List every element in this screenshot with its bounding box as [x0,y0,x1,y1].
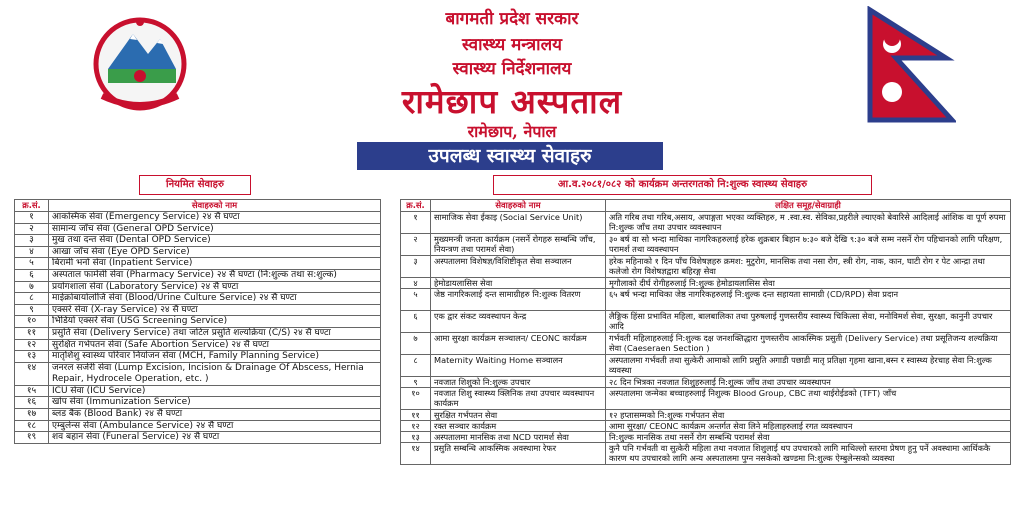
service-name: प्रयोगशाला सेवा (Laboratory Service) २४ सै घण्टा [49,281,381,293]
target-group: मृगौलाको दीर्घ रोगीहरुलाई नि:शुल्क हेमोडायलासिस सेवा [606,278,1011,289]
row-number: १ [15,212,49,224]
service-name: भिडियो एक्सरे सेवा (USG Screening Service) [49,316,381,328]
row-number: २ [401,234,431,256]
table-row [401,311,1011,333]
row-number: १० [401,388,431,410]
table-header: लक्षित समूह/सेवाग्राही [606,200,1011,212]
target-group: ६५ बर्ष भन्दा माथिका जेष्ठ नागरिकहरुलाई नि:शुल्क दन्त सहायता सामाग्री (CD/RPD) सेवा प्रदान [606,289,1011,311]
table-row [15,223,381,235]
table-row [401,333,1011,355]
row-number: १८ [15,420,49,432]
banner-title: उपलब्ध स्वास्थ्य सेवाहरु [357,142,663,170]
table-row [15,316,381,328]
target-group: अस्पतालमा गर्भवती तथा सुत्केरी आमाको लागि प्रसुति अगाडी पछाडी मातृ प्रतिक्षा गृहमा खाना,बस्न र स्वास्थ्य हेरचाह सेवा नि:शुल्क व्यवस्था [606,355,1011,377]
service-name: माईक्रोबायोलोजि सेवा (Blood/Urine Culture Service) २४ सै घण्टा [49,293,381,305]
table-row [15,293,381,305]
table-row [401,421,1011,432]
table-row [15,281,381,293]
row-number: १९ [15,432,49,444]
service-name: आमा सुरक्षा कार्यक्रम सञ्चालन/ CEONC कार्यक्रम [431,333,606,355]
service-name: ICU सेवा (ICU Service) [49,385,381,397]
row-number: ४ [401,278,431,289]
row-number: ८ [401,355,431,377]
row-number: १ [401,212,431,234]
table-row [15,420,381,432]
service-name: मुख तथा दन्त सेवा (Dental OPD Service) [49,235,381,247]
table-row [401,355,1011,377]
service-name: प्रसुति सेवा (Delivery Service) तथा जटिल प्रसुति शल्यक्रिया (C/S) २४ सै घण्टा [49,327,381,339]
target-group: लैङ्गिक हिंसा प्रभावित महिला, बालबालिका तथा पुरुषलाई गुणस्तरीय स्वास्थ्य चिकित्सा सेवा, मनोविमर्श सेवा, सुरक्षा, कानुनी उपचार आदि [606,311,1011,333]
table-row [15,304,381,316]
row-number: १३ [15,351,49,363]
row-number: ४ [15,246,49,258]
row-number: १४ [401,443,431,465]
row-number: २ [15,223,49,235]
row-number: ३ [401,256,431,278]
service-name: एक द्वार संकट व्यवस्थापन केन्द्र [431,311,606,333]
service-name: रक्त सञ्चार कार्यक्रम [431,421,606,432]
target-group: ३० बर्ष वा सो भन्दा माथिका नागरिकहरुलाई हरेक शुक्रबार बिहान ७:३० बजे देखि ९:३० बजे सम्म नसर्ने रोग पहिचानको लागि परिक्षण, परामर्श तथा व्यवस्थापन [606,234,1011,256]
service-name: आखा जाँच सेवा (Eye OPD Service) [49,246,381,258]
regular-services-table [14,199,381,444]
table-header: क्र.सं. [401,200,431,212]
service-name: सामान्य जाँच सेवा (General OPD Service) [49,223,381,235]
service-name: नवजात शिशुको नि:शुल्क उपचार [431,377,606,388]
service-name: खोप सेवा (Immunization Service) [49,397,381,409]
service-name: ब्लड बैंक (Blood Bank) २४ सै घण्टा [49,408,381,420]
target-group: २८ दिन भित्रका नवजात शिशुहरुलाई नि:शुल्क जाँच तथा उपचार व्यवस्थापन [606,377,1011,388]
table-row [15,351,381,363]
row-number: १३ [401,432,431,443]
service-name: आकस्मिक सेवा (Emergency Service) २४ सै घण्टा [49,212,381,224]
table-row [401,410,1011,421]
service-name: मातृशिशु स्वास्थ्य परिवार नियोजन सेवा (MCH, Family Planning Service) [49,351,381,363]
service-name: मुख्यमन्त्री जनता कार्यक्रम (नसर्ने रोगहरु सम्बन्धि जाँच, नियन्त्रण तथा परामर्श सेवा) [431,234,606,256]
table-row [401,289,1011,311]
table-row [401,377,1011,388]
table-row [15,235,381,247]
row-number: ९ [401,377,431,388]
table-header: क्र.सं. [15,200,49,212]
row-number: ८ [15,293,49,305]
table-row [15,397,381,409]
row-number: १५ [15,385,49,397]
header-line1: बागमती प्रदेश सरकार [445,9,579,29]
service-name: एम्बुलेन्स सेवा (Ambulance Service) २४ सै घण्टा [49,420,381,432]
service-name: Maternity Waiting Home सञ्चालन [431,355,606,377]
table-row [401,388,1011,410]
row-number: १६ [15,397,49,409]
target-group: आमा सुरक्षा/ CEONC कार्यक्रम अन्तर्गत सेवा लिने महिलाहरुलाई रगत व्यवस्थापन [606,421,1011,432]
row-number: ७ [401,333,431,355]
hospital-location: रामेछाप, नेपाल [467,122,557,141]
hospital-name: रामेछाप अस्पताल [401,82,623,121]
service-name: प्रसुति सम्बन्धि आकस्मिक अवस्थामा रेफर [431,443,606,465]
nepal-flag-icon [866,6,956,124]
header [0,0,1024,168]
service-name: बिरामी भर्ना सेवा (Inpatient Service) [49,258,381,270]
row-number: १७ [15,408,49,420]
table-row [401,256,1011,278]
service-name: नवजात शिशु स्वास्थ्य क्लिनिक तथा उपचार व्यवस्थापन कार्यक्रम [431,388,606,410]
row-number: १० [15,316,49,328]
table-row [401,234,1011,256]
row-number: १२ [15,339,49,351]
table-row [15,246,381,258]
service-name: सुरक्षित गर्भपतन सेवा [431,410,606,421]
service-name: शव बहान सेवा (Funeral Service) २४ सै घण्टा [49,432,381,444]
target-group: अस्पतालमा जन्मेका बच्चाहरुलाई निशुल्क Blood Group, CBC तथा थाईरोईडको (TFT) जाँच [606,388,1011,410]
table-row [401,443,1011,465]
service-name: हेमोडायलासिस सेवा [431,278,606,289]
row-number: ५ [15,258,49,270]
row-number: ११ [15,327,49,339]
target-group: हरेक महिनाको १ दिन पाँच विशेषज्ञहरु क्रमश: मुटुरोग, मानसिक तथा नसा रोग, स्त्री रोग, नाक, कान, घाटी रोग र पेट आन्द्रा तथा कलेजो रोग विशेषज्ञद्वारा बहिरङ्ग सेवा [606,256,1011,278]
table-header: सेवाहरुको नाम [431,200,606,212]
service-name: सामाजिक सेवा ईकाइ (Social Service Unit) [431,212,606,234]
service-name: सुरक्षित गर्भपतन सेवा (Safe Abortion Service) २४ सै घण्टा [49,339,381,351]
header-line3: स्वास्थ्य निर्देशनालय [452,59,572,79]
free-services-table [400,199,1011,465]
table-row [401,212,1011,234]
table-header: सेवाहरुको नाम [49,200,381,212]
table-row [15,362,381,385]
row-number: ५ [401,289,431,311]
left-section-title: नियमित सेवाहरु [139,175,251,195]
service-name: अस्पताल फार्मेसी सेवा (Pharmacy Service) २४ सै घण्टा (नि:शुल्क तथा स:शुल्क) [49,269,381,281]
target-group: कुनै पनि गर्भवती वा सुत्केरी महिला तथा नवजात शिशुलाई थप उपचारको लागि माथिल्लो स्तरमा प्रेषण हुनु पर्ने अवस्थामा आर्थिककै कारण थप उपचारको लागि अन्य अस्पतालमा पुग्न नसकेको खण्डमा नि:शुल्क ऐम्बुलेन्सको व्यवस्था [606,443,1011,465]
service-name: अस्पतालमा मानसिक तथा NCD परामर्श सेवा [431,432,606,443]
row-number: १४ [15,362,49,385]
service-name: जेष्ठ नागरिकलाई दन्त सामाग्रीहरु नि:शुल्क वितरण [431,289,606,311]
table-row [15,432,381,444]
table-row [15,327,381,339]
row-number: ९ [15,304,49,316]
service-name: अस्पतालमा विशेषज्ञ/विशिष्टीकृत सेवा सञ्चालन [431,256,606,278]
table-row [15,212,381,224]
table-row [15,408,381,420]
target-group: नि:शुल्क मानसिक तथा नसर्ने रोग सम्बन्धि परामर्श सेवा [606,432,1011,443]
row-number: ६ [401,311,431,333]
right-section-title: आ.व.२०८१/०८२ को कार्यक्रम अन्तरगतको नि:शुल्क स्वास्थ्य सेवाहरु [493,175,872,195]
service-name: जनरल सर्जरी सेवा (Lump Excision, Incision & Drainage Of Abscess, Hernia Repair, Hydrocele Operation, etc. ) [49,362,381,385]
target-group: १२ हप्तासम्मको नि:शुल्क गर्भपतन सेवा [606,410,1011,421]
table-row [401,432,1011,443]
row-number: ६ [15,269,49,281]
row-number: ११ [401,410,431,421]
table-row [15,385,381,397]
table-row [15,258,381,270]
service-name: एक्सरे सेवा (X-ray Service) २४ सै घण्टा [49,304,381,316]
target-group: गर्भवती महिलाहरुलाई नि:शुल्क दक्ष जनशक्तिद्धारा गुणस्तरीय आकस्मिक प्रसुती (Delivery Service) तथा प्रसूतिजन्य शल्यक्रिया सेवा (Caeseraen Section ) [606,333,1011,355]
row-number: १२ [401,421,431,432]
target-group: अति गरिब तथा गरिब,असाय, अपाङ्गता भएका व्यक्तिहरु, म .स्वा.स्व. सेविका,प्रहरीले ल्याएको बेवारिसे आदिलाई आंशिक वा पूर्ण रुपमा नि:शुल्क जाँच तथा उपचार व्यवस्थापन [606,212,1011,234]
row-number: ३ [15,235,49,247]
table-row [15,339,381,351]
header-line2: स्वास्थ्य मन्त्रालय [462,35,562,55]
table-row [15,269,381,281]
row-number: ७ [15,281,49,293]
table-row [401,278,1011,289]
